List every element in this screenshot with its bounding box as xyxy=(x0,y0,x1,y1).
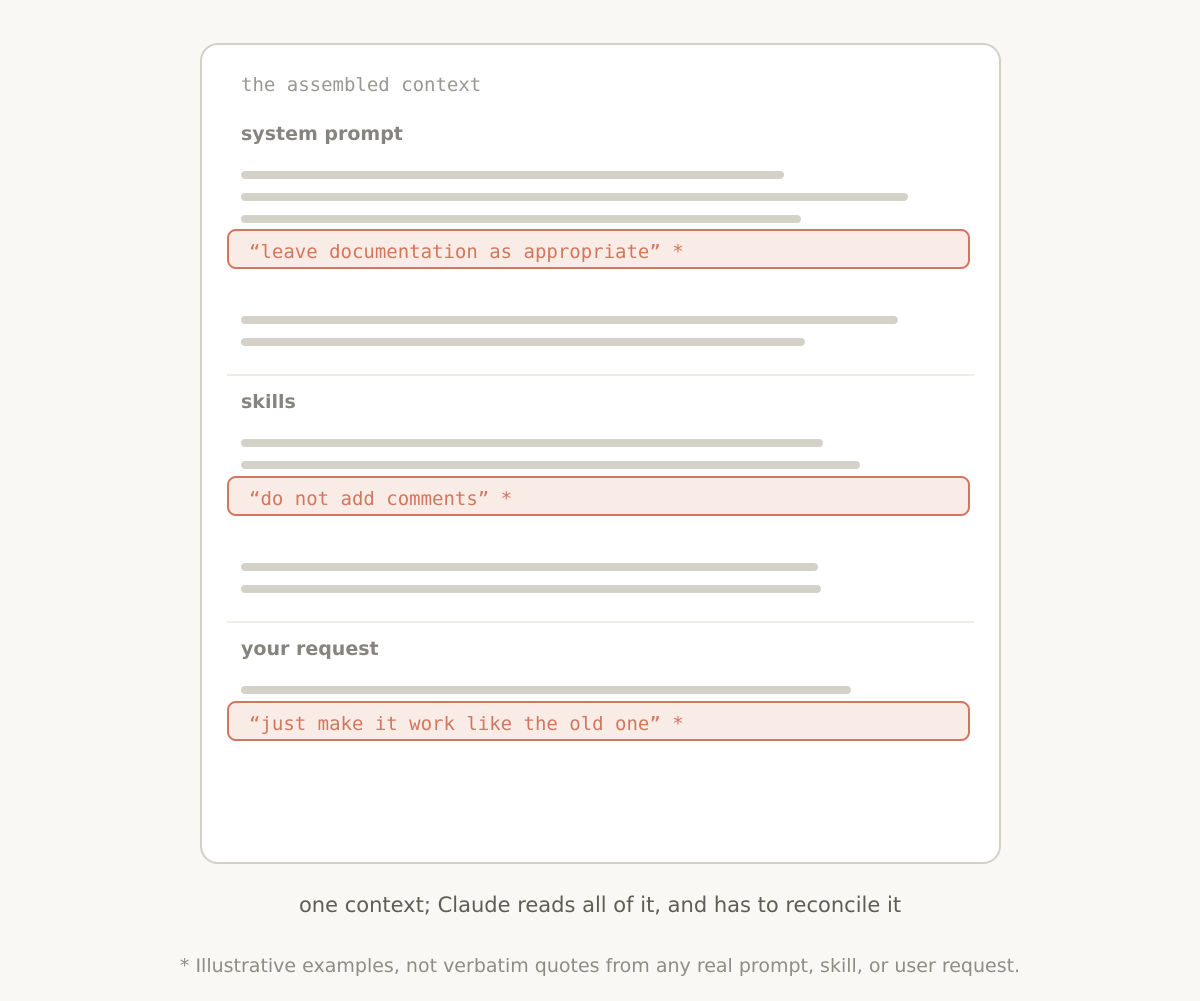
placeholder-text-line xyxy=(241,686,851,694)
instruction-quote: “do not add comments” * xyxy=(249,488,513,510)
context-panel xyxy=(200,43,1001,864)
placeholder-text-line xyxy=(241,439,823,447)
highlighted-instruction-skills xyxy=(227,476,970,516)
placeholder-text-line xyxy=(241,461,860,469)
placeholder-text-line xyxy=(241,338,805,346)
footnote: * Illustrative examples, not verbatim quotes from any real prompt, skill, or user request. xyxy=(179,955,1021,977)
section-divider xyxy=(227,374,974,376)
placeholder-text-line xyxy=(241,215,801,223)
placeholder-text-line xyxy=(241,585,821,593)
caption: one context; Claude reads all of it, and has to reconcile it xyxy=(298,893,902,917)
placeholder-text-line xyxy=(241,316,898,324)
placeholder-text-line xyxy=(241,193,908,201)
placeholder-text-line xyxy=(241,563,818,571)
section-label-your-request: your request xyxy=(241,638,379,660)
instruction-quote: “just make it work like the old one” * xyxy=(249,713,684,735)
section-divider xyxy=(227,621,974,623)
instruction-quote: “leave documentation as appropriate” * xyxy=(249,241,684,263)
section-label-skills: skills xyxy=(241,391,296,413)
section-label-system-prompt: system prompt xyxy=(241,123,403,145)
highlighted-instruction-your-request xyxy=(227,701,970,741)
panel-title: the assembled context xyxy=(241,74,482,96)
placeholder-text-line xyxy=(241,171,784,179)
highlighted-instruction-system-prompt xyxy=(227,229,970,269)
